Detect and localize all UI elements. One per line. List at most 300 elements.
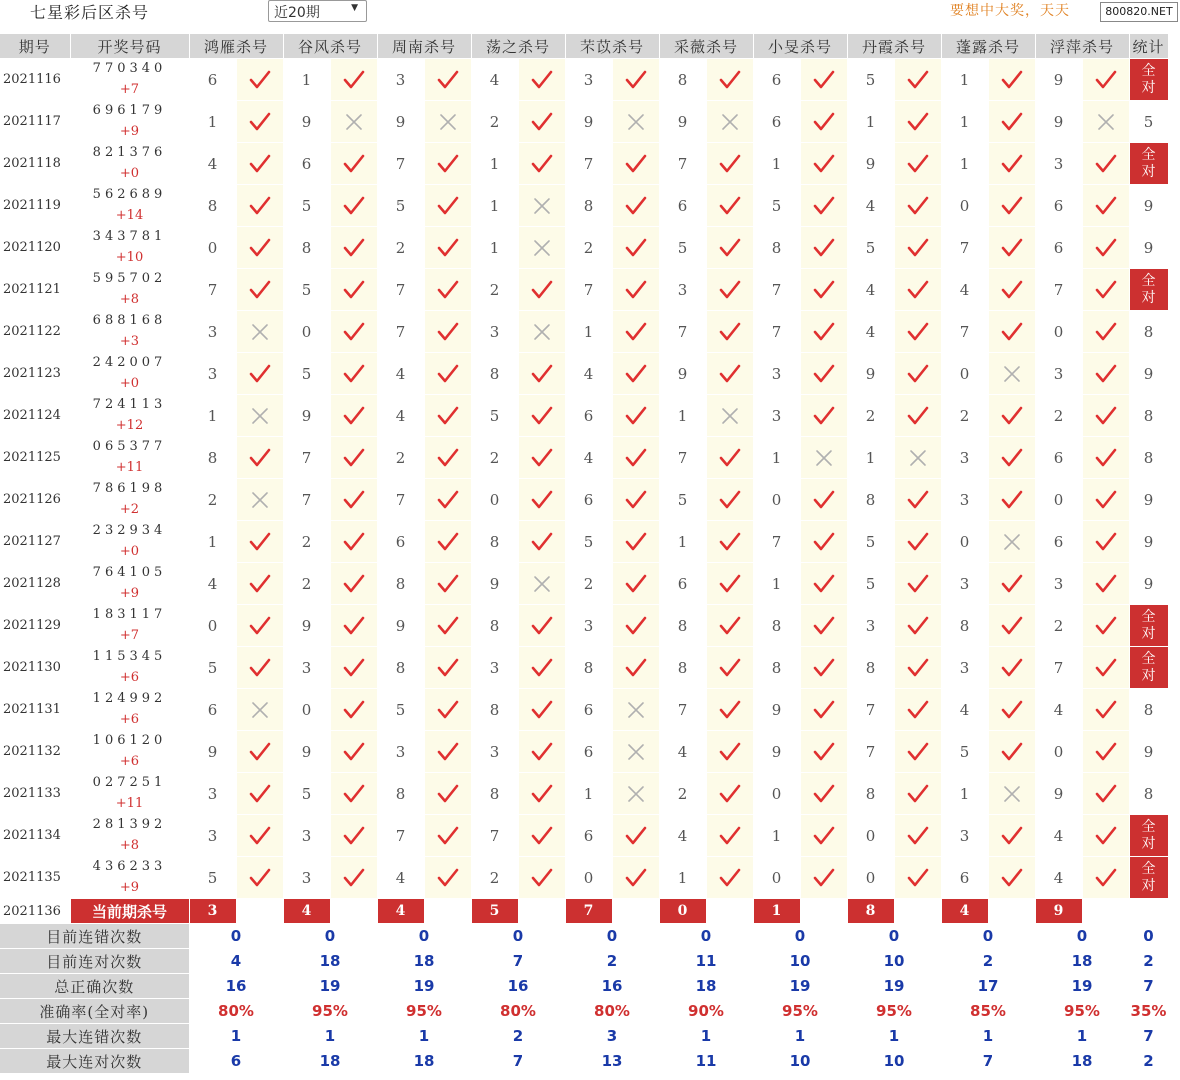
- current-kill-label: 当前期杀号: [70, 899, 189, 924]
- check-icon: [436, 236, 460, 260]
- draw-cell: [70, 563, 189, 605]
- kill-number-cell: 8: [753, 227, 800, 269]
- check-icon: [342, 740, 366, 764]
- result-cell: [894, 731, 941, 773]
- check-icon: [1094, 656, 1118, 680]
- cross-icon: [530, 236, 554, 260]
- kill-number-cell: 3: [283, 815, 330, 857]
- result-cell: [988, 479, 1035, 521]
- period-cell: 2021128: [0, 563, 70, 605]
- result-cell: [800, 353, 847, 395]
- check-icon: [248, 866, 272, 890]
- check-icon: [342, 362, 366, 386]
- draw-digits: 696179: [92, 103, 167, 118]
- current-kill-number: 3: [189, 899, 236, 924]
- result-cell: [800, 479, 847, 521]
- all-correct-badge: 全对: [1141, 860, 1156, 894]
- site-badge[interactable]: 800820.NET: [1100, 2, 1178, 22]
- kill-number-cell: 3: [1035, 563, 1082, 605]
- kill-number-cell: 1: [941, 59, 988, 101]
- result-cell: [330, 521, 377, 563]
- kill-number-cell: 8: [659, 647, 706, 689]
- result-cell: [800, 185, 847, 227]
- result-cell: [800, 773, 847, 815]
- check-icon: [718, 362, 742, 386]
- stat-value: 9: [1143, 532, 1154, 551]
- check-icon: [718, 194, 742, 218]
- table-header-row: [0, 34, 1168, 59]
- summary-value: 0: [1035, 924, 1129, 949]
- result-cell: [330, 269, 377, 311]
- kill-number-cell: 7: [377, 479, 424, 521]
- check-icon: [812, 824, 836, 848]
- kill-number-cell: 3: [189, 311, 236, 353]
- check-icon: [248, 110, 272, 134]
- period-cell: 2021130: [0, 647, 70, 689]
- kill-number-cell: 5: [565, 521, 612, 563]
- result-cell: [800, 647, 847, 689]
- kill-number-cell: 3: [189, 773, 236, 815]
- table-row: [0, 815, 1168, 857]
- result-cell: [894, 479, 941, 521]
- check-icon: [436, 404, 460, 428]
- draw-span: +14: [115, 208, 144, 223]
- check-icon: [1094, 572, 1118, 596]
- result-cell: [236, 185, 283, 227]
- check-icon: [718, 572, 742, 596]
- kill-number-cell: 1: [753, 437, 800, 479]
- result-cell: [236, 59, 283, 101]
- kill-number-cell: 7: [941, 311, 988, 353]
- kill-number-cell: 5: [659, 479, 706, 521]
- result-cell: [518, 269, 565, 311]
- result-cell: [424, 353, 471, 395]
- kill-number-cell: 1: [189, 101, 236, 143]
- summary-stat: 7: [1129, 1024, 1168, 1049]
- check-icon: [624, 362, 648, 386]
- period-cell: 2021118: [0, 143, 70, 185]
- result-cell: [894, 857, 941, 899]
- cross-icon: [624, 698, 648, 722]
- table-row: [0, 479, 1168, 521]
- summary-value: 80%: [565, 999, 659, 1024]
- result-cell: [424, 143, 471, 185]
- stat-cell: [1129, 227, 1168, 269]
- kill-number-cell: 7: [471, 815, 518, 857]
- check-icon: [1000, 404, 1024, 428]
- check-icon: [812, 572, 836, 596]
- kill-number-cell: 3: [471, 647, 518, 689]
- kill-number-cell: 0: [941, 521, 988, 563]
- result-cell: [236, 227, 283, 269]
- check-icon: [1094, 782, 1118, 806]
- summary-value: 1: [847, 1024, 941, 1049]
- result-cell: [988, 227, 1035, 269]
- stat-value: 8: [1143, 406, 1154, 425]
- draw-span: +6: [119, 670, 140, 685]
- draw-cell: [70, 479, 189, 521]
- table-row: [0, 437, 1168, 479]
- summary-label: 最大连对次数: [0, 1049, 189, 1074]
- check-icon: [906, 824, 930, 848]
- kill-number-cell: 9: [189, 731, 236, 773]
- stat-cell: [1129, 647, 1168, 689]
- current-kill-number: 0: [659, 899, 706, 924]
- draw-digits: 106120: [92, 733, 167, 748]
- result-cell: [894, 395, 941, 437]
- kill-number-cell: 4: [659, 731, 706, 773]
- check-icon: [906, 194, 930, 218]
- check-icon: [718, 698, 742, 722]
- summary-value: 10: [847, 1049, 941, 1074]
- check-icon: [1094, 698, 1118, 722]
- kill-number-cell: 7: [377, 143, 424, 185]
- kill-number-cell: 3: [941, 563, 988, 605]
- result-cell: [424, 815, 471, 857]
- current-kill-spacer: [236, 899, 283, 924]
- kill-number-cell: 3: [377, 59, 424, 101]
- summary-value: 0: [565, 924, 659, 949]
- summary-value: 1: [283, 1024, 377, 1049]
- summary-value: 2: [471, 1024, 565, 1049]
- kill-number-cell: 7: [283, 479, 330, 521]
- table-row: [0, 311, 1168, 353]
- page-title: 七星彩后区杀号: [30, 3, 150, 22]
- check-icon: [436, 278, 460, 302]
- kill-number-cell: 5: [189, 647, 236, 689]
- check-icon: [530, 278, 554, 302]
- summary-value: 19: [1035, 974, 1129, 999]
- draw-span: +11: [115, 796, 144, 811]
- all-correct-badge: 全对: [1141, 818, 1156, 852]
- kill-number-cell: 9: [1035, 773, 1082, 815]
- kill-number-cell: 6: [753, 101, 800, 143]
- result-cell: [988, 773, 1035, 815]
- summary-label: 准确率(全对率): [0, 999, 189, 1024]
- kill-number-cell: 3: [941, 437, 988, 479]
- result-cell: [706, 647, 753, 689]
- result-cell: [612, 311, 659, 353]
- draw-span: +0: [119, 376, 140, 391]
- check-icon: [342, 68, 366, 92]
- check-icon: [1094, 278, 1118, 302]
- kill-number-cell: 3: [753, 353, 800, 395]
- kill-number-cell: 1: [471, 227, 518, 269]
- kill-number-cell: 9: [1035, 59, 1082, 101]
- kill-number-cell: 4: [189, 563, 236, 605]
- period-range-select[interactable]: [268, 0, 367, 22]
- check-icon: [1000, 194, 1024, 218]
- current-kill-number: 4: [941, 899, 988, 924]
- result-cell: [1082, 185, 1129, 227]
- table-row: [0, 605, 1168, 647]
- check-icon: [342, 278, 366, 302]
- kill-number-cell: 2: [941, 395, 988, 437]
- summary-value: 16: [471, 974, 565, 999]
- kill-number-cell: 1: [753, 815, 800, 857]
- period-cell: 2021122: [0, 311, 70, 353]
- result-cell: [1082, 521, 1129, 563]
- kill-number-cell: 9: [847, 143, 894, 185]
- result-cell: [894, 815, 941, 857]
- kill-number-cell: 9: [283, 605, 330, 647]
- kill-number-cell: 6: [377, 521, 424, 563]
- kill-number-cell: 3: [941, 815, 988, 857]
- table-row: [0, 59, 1168, 101]
- kill-number-cell: 2: [847, 395, 894, 437]
- kill-number-cell: 6: [565, 689, 612, 731]
- check-icon: [718, 740, 742, 764]
- draw-digits: 242007: [92, 355, 167, 370]
- result-cell: [612, 731, 659, 773]
- result-cell: [424, 437, 471, 479]
- summary-value: 16: [189, 974, 283, 999]
- current-period-row: [0, 899, 1168, 924]
- summary-value: 13: [565, 1049, 659, 1074]
- kill-number-cell: 4: [377, 857, 424, 899]
- table-row: [0, 269, 1168, 311]
- draw-cell: [70, 185, 189, 227]
- kill-number-cell: 5: [847, 563, 894, 605]
- kill-number-cell: 5: [847, 59, 894, 101]
- check-icon: [812, 194, 836, 218]
- check-icon: [342, 320, 366, 344]
- current-kill-number: 5: [471, 899, 518, 924]
- current-kill-number: 8: [847, 899, 894, 924]
- check-icon: [342, 488, 366, 512]
- check-icon: [342, 614, 366, 638]
- header-method-6: 采薇杀号: [659, 34, 753, 59]
- table-row: [0, 227, 1168, 269]
- check-icon: [342, 824, 366, 848]
- result-cell: [518, 59, 565, 101]
- check-icon: [248, 614, 272, 638]
- summary-value: 19: [377, 974, 471, 999]
- check-icon: [248, 278, 272, 302]
- result-cell: [800, 563, 847, 605]
- cross-icon: [248, 698, 272, 722]
- result-cell: [1082, 353, 1129, 395]
- summary-value: 6: [189, 1049, 283, 1074]
- current-stat-spacer: [1129, 899, 1168, 924]
- header-method-2: 谷风杀号: [283, 34, 377, 59]
- draw-cell: [70, 311, 189, 353]
- result-cell: [518, 563, 565, 605]
- result-cell: [1082, 143, 1129, 185]
- check-icon: [718, 236, 742, 260]
- kill-number-cell: 6: [565, 479, 612, 521]
- draw-span: +3: [119, 334, 140, 349]
- period-cell: 2021116: [0, 59, 70, 101]
- result-cell: [706, 773, 753, 815]
- period-cell: 2021131: [0, 689, 70, 731]
- check-icon: [436, 362, 460, 386]
- cross-icon: [906, 446, 930, 470]
- summary-value: 0: [471, 924, 565, 949]
- kill-number-cell: 7: [753, 521, 800, 563]
- check-icon: [812, 236, 836, 260]
- kill-number-cell: 8: [377, 647, 424, 689]
- header-method-4: 荡之杀号: [471, 34, 565, 59]
- check-icon: [342, 530, 366, 554]
- stat-cell: [1129, 269, 1168, 311]
- check-icon: [624, 236, 648, 260]
- current-kill-number: 4: [377, 899, 424, 924]
- result-cell: [424, 479, 471, 521]
- result-cell: [894, 59, 941, 101]
- period-cell: 2021119: [0, 185, 70, 227]
- cross-icon: [248, 320, 272, 344]
- result-cell: [1082, 773, 1129, 815]
- draw-digits: 770340: [92, 61, 167, 76]
- check-icon: [1000, 698, 1024, 722]
- check-icon: [436, 866, 460, 890]
- check-icon: [530, 866, 554, 890]
- check-icon: [530, 698, 554, 722]
- result-cell: [800, 731, 847, 773]
- kill-number-cell: 4: [565, 437, 612, 479]
- summary-stat: 35%: [1129, 999, 1168, 1024]
- kill-number-cell: 2: [471, 857, 518, 899]
- draw-cell: [70, 521, 189, 563]
- kill-number-cell: 2: [283, 563, 330, 605]
- check-icon: [624, 68, 648, 92]
- check-icon: [1000, 614, 1024, 638]
- cross-icon: [248, 488, 272, 512]
- kill-number-cell: 6: [941, 857, 988, 899]
- header-method-7: 小旻杀号: [753, 34, 847, 59]
- kill-number-cell: 8: [471, 605, 518, 647]
- cross-icon: [530, 572, 554, 596]
- check-icon: [1094, 152, 1118, 176]
- check-icon: [906, 278, 930, 302]
- kill-number-cell: 6: [659, 563, 706, 605]
- summary-value: 0: [847, 924, 941, 949]
- kill-number-cell: 6: [753, 59, 800, 101]
- promo-slogan: 要想中大奖，天天: [950, 3, 1070, 19]
- summary-value: 16: [565, 974, 659, 999]
- result-cell: [236, 143, 283, 185]
- result-cell: [612, 101, 659, 143]
- kill-number-cell: 6: [659, 185, 706, 227]
- kill-number-cell: 8: [659, 605, 706, 647]
- kill-number-cell: 2: [377, 437, 424, 479]
- summary-value: 80%: [189, 999, 283, 1024]
- kill-number-cell: 4: [847, 269, 894, 311]
- kill-number-cell: 1: [189, 521, 236, 563]
- stat-value: 8: [1143, 784, 1154, 803]
- check-icon: [906, 68, 930, 92]
- result-cell: [518, 605, 565, 647]
- summary-value: 1: [189, 1024, 283, 1049]
- check-icon: [342, 446, 366, 470]
- kill-number-cell: 9: [283, 101, 330, 143]
- draw-span: +11: [115, 460, 144, 475]
- check-icon: [248, 530, 272, 554]
- result-cell: [424, 521, 471, 563]
- kill-number-cell: 2: [659, 773, 706, 815]
- kill-number-cell: 4: [1035, 815, 1082, 857]
- draw-digits: 724113: [92, 397, 167, 412]
- result-cell: [800, 689, 847, 731]
- draw-cell: [70, 353, 189, 395]
- result-cell: [988, 59, 1035, 101]
- check-icon: [906, 656, 930, 680]
- current-kill-spacer: [518, 899, 565, 924]
- result-cell: [706, 353, 753, 395]
- draw-cell: [70, 101, 189, 143]
- result-cell: [236, 437, 283, 479]
- kill-number-cell: 9: [753, 689, 800, 731]
- check-icon: [342, 572, 366, 596]
- kill-number-cell: 9: [565, 101, 612, 143]
- result-cell: [330, 647, 377, 689]
- check-icon: [718, 278, 742, 302]
- kill-number-cell: 0: [941, 185, 988, 227]
- check-icon: [436, 530, 460, 554]
- result-cell: [612, 605, 659, 647]
- cross-icon: [342, 110, 366, 134]
- draw-span: +6: [119, 712, 140, 727]
- check-icon: [1094, 362, 1118, 386]
- summary-value: 0: [941, 924, 1035, 949]
- draw-span: +8: [119, 292, 140, 307]
- kill-number-cell: 3: [471, 731, 518, 773]
- check-icon: [812, 614, 836, 638]
- result-cell: [330, 395, 377, 437]
- table-row: [0, 689, 1168, 731]
- header-period: 期号: [0, 34, 70, 59]
- result-cell: [330, 143, 377, 185]
- kill-number-cell: 7: [189, 269, 236, 311]
- summary-value: 7: [941, 1049, 1035, 1074]
- result-cell: [612, 521, 659, 563]
- kill-number-cell: 1: [659, 857, 706, 899]
- stat-value: 9: [1143, 490, 1154, 509]
- result-cell: [894, 437, 941, 479]
- draw-digits: 688168: [92, 313, 167, 328]
- table-row: [0, 143, 1168, 185]
- kill-number-cell: 6: [565, 815, 612, 857]
- current-kill-number: 4: [283, 899, 330, 924]
- header-method-3: 周南杀号: [377, 34, 471, 59]
- summary-row: [0, 949, 1168, 974]
- check-icon: [248, 446, 272, 470]
- result-cell: [800, 269, 847, 311]
- check-icon: [436, 320, 460, 344]
- check-icon: [530, 110, 554, 134]
- kill-number-cell: 0: [847, 857, 894, 899]
- result-cell: [800, 437, 847, 479]
- result-cell: [894, 143, 941, 185]
- kill-number-cell: 6: [1035, 437, 1082, 479]
- check-icon: [1000, 572, 1024, 596]
- kill-number-cell: 7: [1035, 269, 1082, 311]
- check-icon: [1094, 866, 1118, 890]
- kill-number-cell: 2: [283, 521, 330, 563]
- current-kill-number: 1: [753, 899, 800, 924]
- kill-number-cell: 4: [941, 689, 988, 731]
- period-cell: 2021134: [0, 815, 70, 857]
- cross-icon: [1000, 362, 1024, 386]
- check-icon: [624, 446, 648, 470]
- stat-cell: [1129, 311, 1168, 353]
- kill-number-cell: 3: [565, 605, 612, 647]
- kill-number-cell: 4: [847, 311, 894, 353]
- summary-value: 95%: [377, 999, 471, 1024]
- header-method-8: 丹霞杀号: [847, 34, 941, 59]
- result-cell: [612, 815, 659, 857]
